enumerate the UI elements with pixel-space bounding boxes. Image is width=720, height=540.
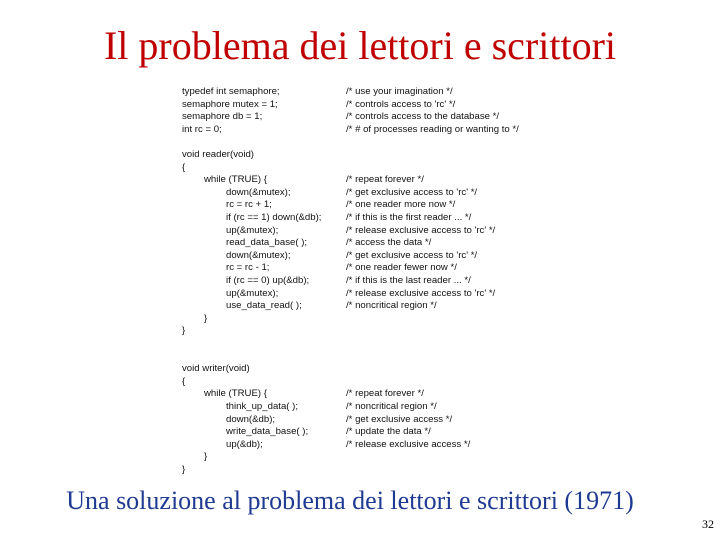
code-line bbox=[182, 401, 562, 413]
code-statement: while (TRUE) { bbox=[204, 174, 267, 186]
code-statement: while (TRUE) { bbox=[204, 388, 267, 400]
code-line bbox=[182, 212, 562, 224]
code-listing bbox=[182, 86, 562, 476]
page-number: 32 bbox=[702, 517, 714, 531]
code-statement: if (rc == 0) up(&db); bbox=[226, 275, 310, 286]
code-comment: /* repeat forever */ bbox=[346, 388, 424, 400]
code-comment: /* if this is the first reader ... */ bbox=[346, 212, 472, 223]
code-comment: /* noncritical region */ bbox=[346, 300, 437, 312]
slide-caption: Una soluzione al problema dei lettori e scrittori (1971) bbox=[66, 486, 634, 515]
code-line bbox=[182, 250, 562, 262]
code-line bbox=[182, 237, 562, 249]
code-comment: /* release exclusive access */ bbox=[346, 438, 471, 450]
code-statement: up(&db); bbox=[226, 438, 263, 450]
code-statement: void reader(void) bbox=[182, 149, 254, 160]
code-statement: } bbox=[182, 464, 186, 475]
slide-title: Il problema dei lettori e scrittori bbox=[103, 23, 617, 68]
code-statement: think_up_data( ); bbox=[226, 401, 298, 412]
code-line bbox=[182, 288, 562, 300]
code-line bbox=[182, 363, 562, 375]
code-statement: } bbox=[182, 325, 186, 337]
code-statement: up(&mutex); bbox=[226, 287, 279, 299]
code-line bbox=[182, 439, 562, 451]
code-statement: { bbox=[182, 375, 186, 387]
code-comment: /* one reader fewer now */ bbox=[346, 262, 457, 274]
code-statement: up(&mutex); bbox=[226, 224, 279, 236]
code-line bbox=[182, 464, 562, 476]
code-line bbox=[182, 124, 562, 136]
code-line bbox=[182, 99, 562, 111]
code-line bbox=[182, 388, 562, 400]
code-statement: use_data_read( ); bbox=[226, 300, 302, 312]
code-line bbox=[182, 414, 562, 426]
code-comment: /* get exclusive access */ bbox=[346, 413, 453, 425]
code-line bbox=[182, 199, 562, 211]
code-statement: rc = rc + 1; bbox=[226, 199, 272, 211]
code-comment: /* access the data */ bbox=[346, 237, 432, 249]
code-line bbox=[182, 174, 562, 186]
code-line bbox=[182, 426, 562, 438]
code-line bbox=[182, 111, 562, 123]
code-line bbox=[182, 376, 562, 388]
code-statement: void writer(void) bbox=[182, 363, 250, 375]
code-line bbox=[182, 325, 562, 337]
code-line bbox=[182, 351, 562, 363]
code-comment: /* noncritical region */ bbox=[346, 401, 437, 412]
code-statement: semaphore db = 1; bbox=[182, 111, 263, 123]
code-statement: rc = rc - 1; bbox=[226, 262, 270, 274]
code-line bbox=[182, 300, 562, 312]
code-statement: semaphore mutex = 1; bbox=[182, 98, 278, 110]
code-line bbox=[182, 262, 562, 274]
code-comment: /* if this is the last reader ... */ bbox=[346, 275, 471, 286]
code-line bbox=[182, 451, 562, 463]
code-statement: down(&mutex); bbox=[226, 249, 291, 261]
code-comment: /* get exclusive access to 'rc' */ bbox=[346, 186, 478, 198]
code-comment: /* release exclusive access to 'rc' */ bbox=[346, 224, 496, 236]
code-line bbox=[182, 225, 562, 237]
code-statement: if (rc == 1) down(&db); bbox=[226, 212, 322, 223]
code-line bbox=[182, 149, 562, 161]
code-line bbox=[182, 136, 562, 148]
code-statement: read_data_base( ); bbox=[226, 237, 308, 249]
code-comment: /* release exclusive access to 'rc' */ bbox=[346, 287, 496, 299]
code-comment: /* get exclusive access to 'rc' */ bbox=[346, 249, 478, 261]
code-comment: /* controls access to the database */ bbox=[346, 111, 500, 123]
code-comment: /* use your imagination */ bbox=[346, 86, 453, 97]
code-statement: typedef int semaphore; bbox=[182, 86, 280, 97]
code-statement: } bbox=[204, 451, 208, 463]
code-line bbox=[182, 313, 562, 325]
code-line bbox=[182, 86, 562, 98]
code-line bbox=[182, 187, 562, 199]
code-comment: /* controls access to 'rc' */ bbox=[346, 98, 456, 110]
code-statement: int rc = 0; bbox=[182, 123, 222, 135]
code-statement: } bbox=[204, 312, 208, 324]
code-line bbox=[182, 275, 562, 287]
code-statement: { bbox=[182, 161, 186, 173]
code-comment: /* # of processes reading or wanting to */ bbox=[346, 123, 519, 135]
code-statement: down(&mutex); bbox=[226, 186, 291, 198]
code-statement: write_data_base( ); bbox=[226, 426, 309, 438]
code-comment: /* one reader more now */ bbox=[346, 199, 456, 211]
code-line bbox=[182, 338, 562, 350]
code-statement: down(&db); bbox=[226, 413, 276, 425]
code-comment: /* update the data */ bbox=[346, 426, 431, 438]
code-line bbox=[182, 162, 562, 174]
code-comment: /* repeat forever */ bbox=[346, 174, 424, 186]
